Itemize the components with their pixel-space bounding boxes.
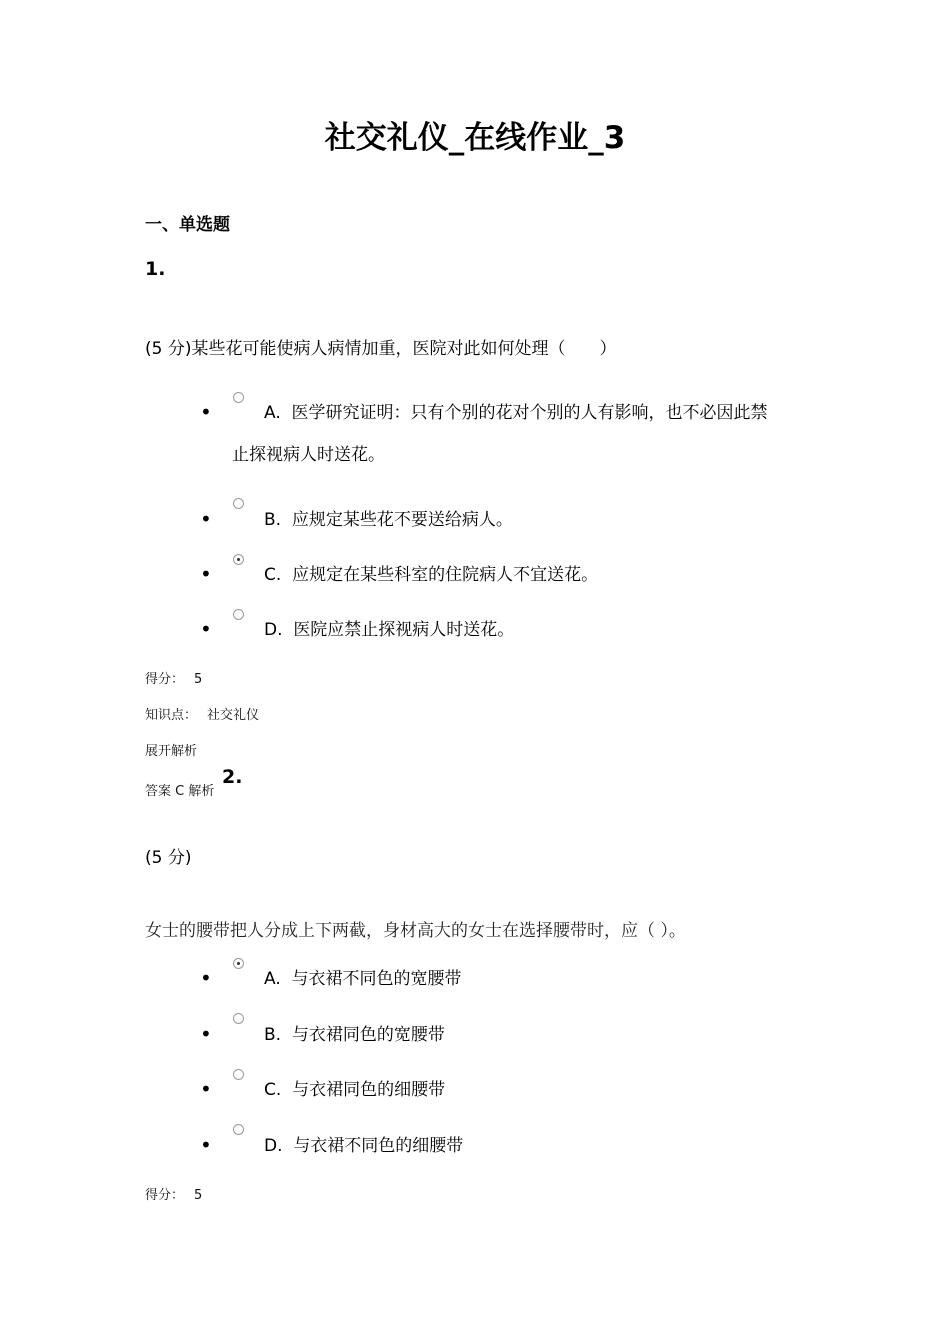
q1-option-a bbox=[264, 398, 768, 423]
q2-option-b bbox=[264, 1020, 445, 1045]
bullet-icon: • bbox=[200, 1133, 212, 1157]
q1-knowledge-point bbox=[145, 704, 259, 723]
section-heading: 一、单选题 bbox=[145, 215, 230, 235]
q2-option-a bbox=[264, 964, 462, 989]
score-value: 5 bbox=[194, 1188, 203, 1203]
question-1-number: 1. bbox=[145, 258, 166, 280]
score-label: 得分： bbox=[145, 1188, 185, 1203]
q2-option-d-radio[interactable] bbox=[233, 1124, 244, 1135]
question-2-points: (5 分) bbox=[145, 848, 192, 868]
question-1-stem: (5 分)某些花可能使病人病情加重，医院对此如何处理（ ） bbox=[145, 339, 617, 359]
knowledge-value: 社交礼仪 bbox=[207, 708, 260, 723]
q1-answer: 答案 C 解析 bbox=[145, 784, 215, 799]
option-label: A. bbox=[264, 403, 281, 423]
question-2-stem: 女士的腰带把人分成上下两截，身材高大的女士在选择腰带时，应（ ）。 bbox=[145, 921, 686, 941]
q2-option-c-radio[interactable] bbox=[233, 1069, 244, 1080]
knowledge-label: 知识点： bbox=[145, 708, 198, 723]
option-text: 医院应禁止探视病人时送花。 bbox=[293, 620, 515, 640]
option-label: D. bbox=[264, 1136, 283, 1156]
q2-option-b-radio[interactable] bbox=[233, 1013, 244, 1024]
q2-option-d bbox=[264, 1131, 463, 1156]
bullet-icon: • bbox=[200, 562, 212, 586]
option-text: 与衣裙同色的细腰带 bbox=[292, 1080, 446, 1100]
option-label: D. bbox=[264, 620, 283, 640]
option-text: 与衣裙同色的宽腰带 bbox=[291, 1025, 445, 1045]
q1-option-c bbox=[264, 560, 598, 585]
question-2-number: 2. bbox=[222, 766, 243, 788]
option-label: B. bbox=[264, 1025, 282, 1045]
q1-option-a-continued: 止探视病人时送花。 bbox=[232, 445, 385, 465]
expand-analysis-link[interactable]: 展开解析 bbox=[145, 744, 198, 759]
q1-option-c-radio[interactable] bbox=[233, 554, 244, 565]
option-text: 应规定某些花不要送给病人。 bbox=[291, 510, 513, 530]
bullet-icon: • bbox=[200, 400, 212, 424]
bullet-icon: • bbox=[200, 1022, 212, 1046]
option-text: 与衣裙不同色的宽腰带 bbox=[291, 969, 462, 989]
q1-option-d bbox=[264, 615, 514, 640]
option-label: B. bbox=[264, 510, 282, 530]
option-label: C. bbox=[264, 565, 282, 585]
q1-score bbox=[145, 668, 202, 687]
score-label: 得分： bbox=[145, 672, 185, 687]
option-text: 医学研究证明：只有个别的花对个别的人有影响，也不必因此禁 bbox=[291, 403, 768, 423]
option-label: A. bbox=[264, 969, 281, 989]
q1-option-b-radio[interactable] bbox=[233, 498, 244, 509]
page-title: 社交礼仪_在线作业_3 bbox=[324, 120, 626, 156]
bullet-icon: • bbox=[200, 507, 212, 531]
q2-score bbox=[145, 1184, 202, 1203]
q1-option-b bbox=[264, 505, 513, 530]
q1-option-a-radio[interactable] bbox=[233, 392, 244, 403]
option-text: 应规定在某些科室的住院病人不宜送花。 bbox=[292, 565, 599, 585]
bullet-icon: • bbox=[200, 966, 212, 990]
option-text: 与衣裙不同色的细腰带 bbox=[293, 1136, 464, 1156]
bullet-icon: • bbox=[200, 1077, 212, 1101]
bullet-icon: • bbox=[200, 617, 212, 641]
option-label: C. bbox=[264, 1080, 282, 1100]
score-value: 5 bbox=[194, 672, 203, 687]
q2-option-c bbox=[264, 1075, 445, 1100]
q1-option-d-radio[interactable] bbox=[233, 609, 244, 620]
q2-option-a-radio[interactable] bbox=[233, 958, 244, 969]
